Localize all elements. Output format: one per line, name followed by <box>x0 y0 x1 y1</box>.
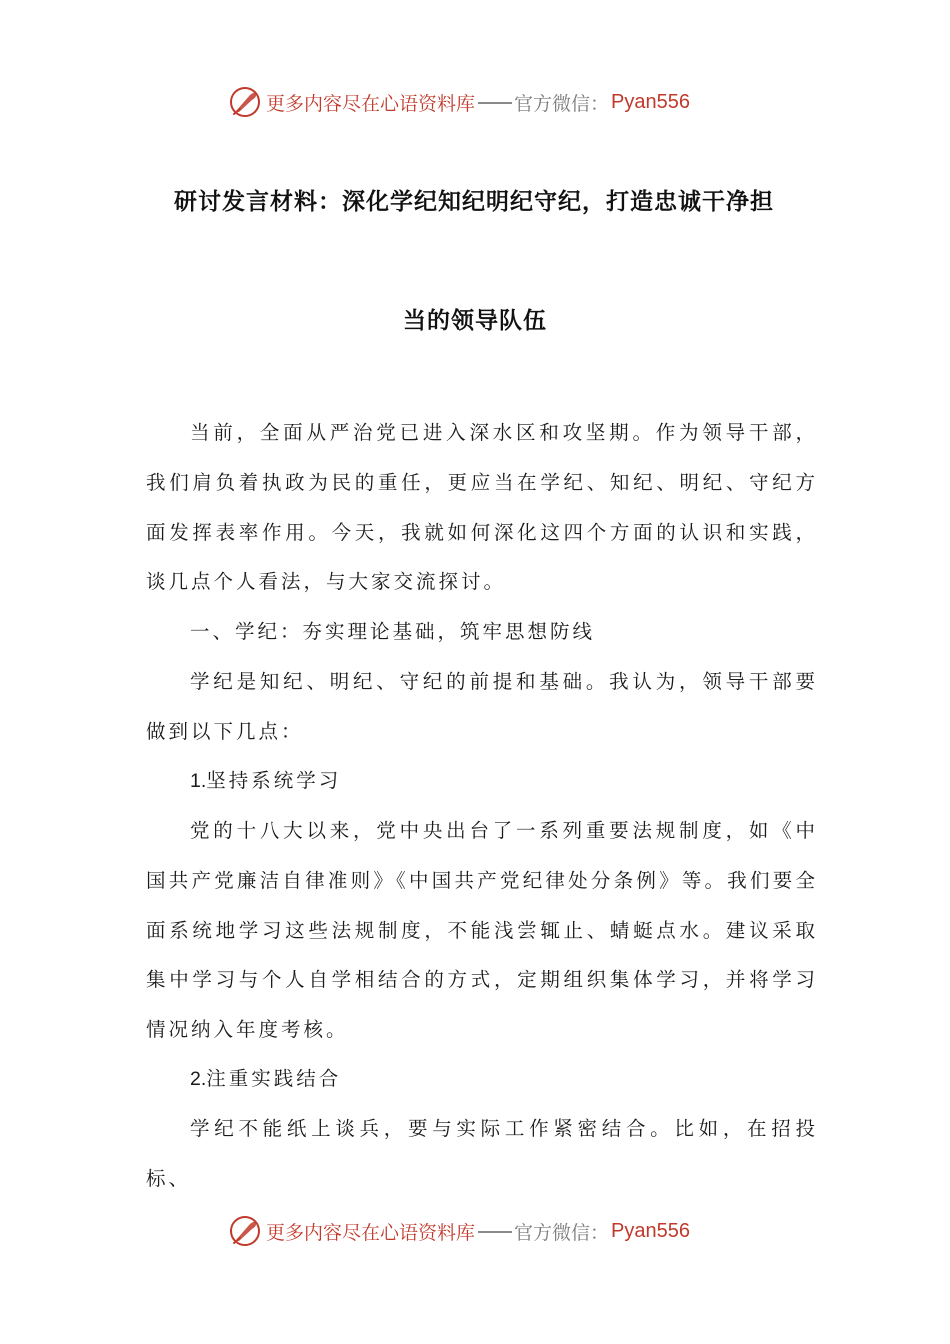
point-1-paragraph: 党的十八大以来，党中央出台了一系列重要法规制度，如《中国共产党廉洁自律准则》《中国共产党纪律处分条例》等。我们要全面系统地学习这些法规制度，不能浅尝辄止、蜻蜓点水。建议采取集中学习与个人自学相结合的方式，定期组织集体学习，并将学习情况纳入年度考核。 <box>146 819 818 1042</box>
header-banner <box>228 82 748 122</box>
point-1-number: 1. <box>190 770 207 792</box>
section-1-heading: 一、学纪：夯实理论基础，筑牢思想防线 <box>190 620 596 643</box>
point-2-heading <box>146 1054 818 1105</box>
document-title-line-2: 当的领导队伍 <box>403 308 547 334</box>
point-2-number: 2. <box>190 1068 207 1090</box>
point-1-title: 坚持系统学习 <box>206 769 342 792</box>
footer-dash <box>478 1231 512 1233</box>
footer-banner <box>228 1211 748 1251</box>
header-brand-text: 更多内容尽在心语资料库 <box>266 92 476 115</box>
intro-paragraph: 当前，全面从严治党已进入深水区和攻坚期。作为领导干部，我们肩负着执政为民的重任，更应当在学纪、知纪、明纪、守纪方面发挥表率作用。今天，我就如何深化这四个方面的认识和实践，谈几点个人看法，与大家交流探讨。 <box>146 421 818 594</box>
point-2-paragraph: 学纪不能纸上谈兵，要与实际工作紧密结合。比如，在招投标、 <box>146 1117 818 1190</box>
quill-logo-icon <box>228 1214 262 1248</box>
section-1-intro: 学纪是知纪、明纪、守纪的前提和基础。我认为，领导干部要做到以下几点： <box>146 670 818 743</box>
footer-wechat-label: 官方微信： <box>514 1221 610 1244</box>
point-1-heading <box>146 756 818 807</box>
header-dash <box>478 102 512 104</box>
footer-wechat-id: Pyan556 <box>611 1219 690 1242</box>
document-title-line-1: 研讨发言材料：深化学纪知纪明纪守纪，打造忠诚干净担 <box>174 189 774 215</box>
header-wechat-id: Pyan556 <box>611 90 690 113</box>
header-wechat-label: 官方微信： <box>514 92 610 115</box>
quill-logo-icon <box>228 85 262 119</box>
footer-brand-text: 更多内容尽在心语资料库 <box>266 1221 476 1244</box>
point-2-title: 注重实践结合 <box>206 1067 342 1090</box>
